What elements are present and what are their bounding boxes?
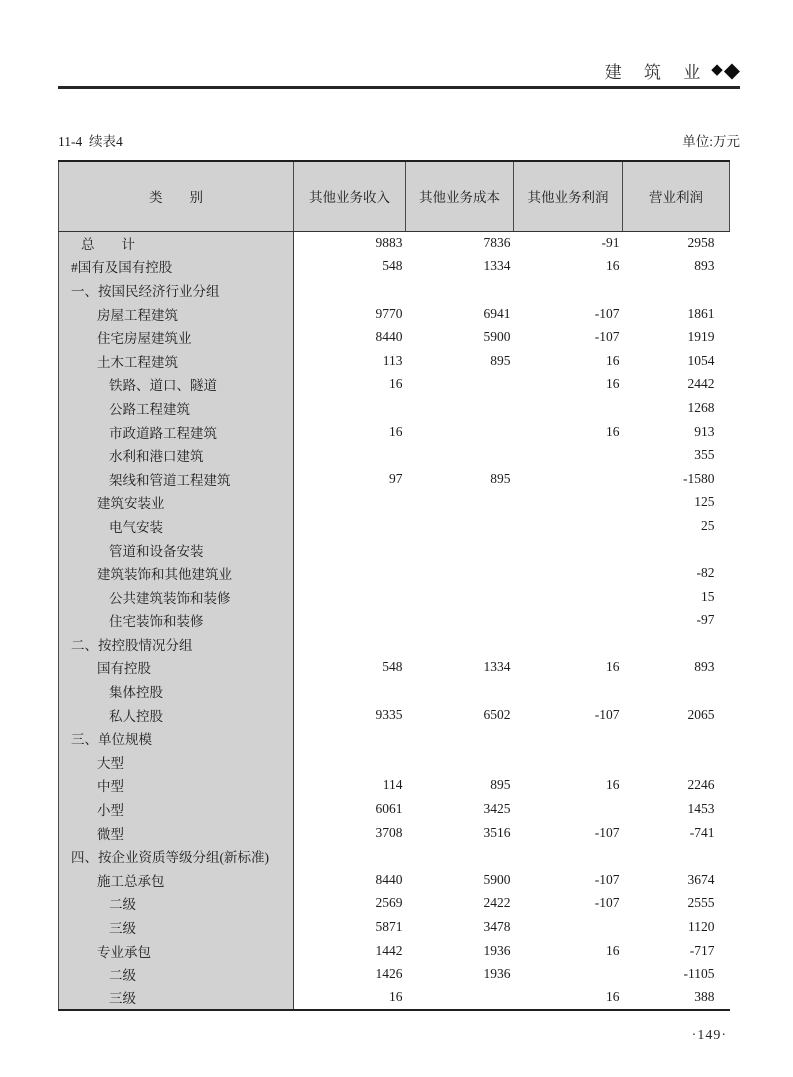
value-cell <box>406 585 514 609</box>
table-row <box>59 373 730 397</box>
table-row <box>59 491 730 515</box>
category-cell: 私人控股 <box>59 703 294 727</box>
value-cell: 1453 <box>687 801 715 817</box>
value-cell <box>406 491 514 515</box>
value-cell: 1936 <box>483 942 511 958</box>
category-cell: 公路工程建筑 <box>59 396 294 420</box>
value-cell <box>406 726 514 750</box>
value-cell: 895 <box>490 352 511 368</box>
category-cell: 微型 <box>59 821 294 845</box>
value-cell: 16 <box>606 659 620 675</box>
value-cell <box>294 561 406 585</box>
category-cell: 水利和港口建筑 <box>59 443 294 467</box>
value-cell: 6061 <box>375 801 403 817</box>
category-cell: 市政道路工程建筑 <box>59 420 294 444</box>
statistics-table <box>58 160 730 1011</box>
column-header-category: 类 别 <box>59 161 294 231</box>
value-cell: -741 <box>689 824 715 840</box>
table-row <box>59 915 730 939</box>
table-header <box>59 161 730 231</box>
value-cell <box>514 797 623 821</box>
value-cell <box>514 538 623 562</box>
table-row <box>59 561 730 585</box>
value-cell <box>406 561 514 585</box>
table-row <box>59 821 730 845</box>
value-cell: -107 <box>594 895 620 911</box>
value-cell: 3478 <box>483 919 511 935</box>
value-cell: -107 <box>594 329 620 345</box>
value-cell <box>294 679 406 703</box>
value-cell: 893 <box>694 258 715 274</box>
value-cell: 9335 <box>375 706 403 722</box>
category-cell: 三、单位规模 <box>59 726 294 750</box>
value-cell <box>406 373 514 397</box>
category-cell: 二级 <box>59 892 294 916</box>
value-cell: 125 <box>694 494 715 510</box>
value-cell: 2958 <box>687 235 715 251</box>
value-cell <box>514 467 623 491</box>
category-cell: 集体控股 <box>59 679 294 703</box>
value-cell: 2442 <box>687 376 715 392</box>
table-row <box>59 231 730 255</box>
category-cell: 一、按国民经济行业分组 <box>59 278 294 302</box>
category-cell: 公共建筑装饰和装修 <box>59 585 294 609</box>
value-cell <box>294 844 406 868</box>
value-cell <box>294 726 406 750</box>
value-cell <box>406 609 514 633</box>
value-cell <box>294 609 406 633</box>
value-cell <box>406 278 514 302</box>
category-cell: 三级 <box>59 915 294 939</box>
value-cell <box>514 915 623 939</box>
table-row <box>59 609 730 633</box>
value-cell: 548 <box>382 659 403 675</box>
category-cell: 土木工程建筑 <box>59 349 294 373</box>
column-header-operating-profit: 营业利润 <box>623 161 730 231</box>
value-cell <box>514 561 623 585</box>
table-row <box>59 797 730 821</box>
category-cell: 四、按企业资质等级分组(新标准) <box>59 844 294 868</box>
value-cell: 6502 <box>483 706 511 722</box>
value-cell: 16 <box>606 352 620 368</box>
value-cell <box>406 538 514 562</box>
category-cell: 中型 <box>59 774 294 798</box>
table-row <box>59 868 730 892</box>
category-cell: 施工总承包 <box>59 868 294 892</box>
category-cell: 大型 <box>59 750 294 774</box>
category-cell: 建筑安装业 <box>59 491 294 515</box>
value-cell <box>623 679 730 703</box>
table-row <box>59 986 730 1010</box>
header-rule <box>58 86 740 89</box>
table-row <box>59 302 730 326</box>
value-cell: -107 <box>594 824 620 840</box>
value-cell <box>294 585 406 609</box>
table-row <box>59 585 730 609</box>
value-cell: 2569 <box>375 895 403 911</box>
value-cell: 1936 <box>483 966 511 982</box>
table-row <box>59 467 730 491</box>
table-row <box>59 892 730 916</box>
table-body <box>59 231 730 1010</box>
table-caption-row <box>58 130 740 150</box>
value-cell: 3674 <box>687 871 715 887</box>
value-cell: 97 <box>389 470 403 486</box>
chapter-title: 建 筑 业 <box>604 63 710 82</box>
value-cell: 1861 <box>687 305 715 321</box>
table-row <box>59 514 730 538</box>
value-cell: 2422 <box>483 895 511 911</box>
table-row <box>59 703 730 727</box>
category-cell: 管道和设备安装 <box>59 538 294 562</box>
value-cell: 16 <box>606 376 620 392</box>
value-cell <box>406 632 514 656</box>
value-cell: 25 <box>701 517 715 533</box>
category-cell: 建筑装饰和其他建筑业 <box>59 561 294 585</box>
value-cell: 2246 <box>687 777 715 793</box>
value-cell: 2065 <box>687 706 715 722</box>
category-cell: 架线和管道工程建筑 <box>59 467 294 491</box>
document-page <box>58 0 740 1044</box>
diamond-icon-large: ◆ <box>723 58 740 82</box>
value-cell: 1442 <box>375 942 403 958</box>
value-cell <box>294 396 406 420</box>
value-cell <box>514 962 623 986</box>
category-cell: 专业承包 <box>59 939 294 963</box>
value-cell <box>514 632 623 656</box>
table-row <box>59 656 730 680</box>
value-cell: 895 <box>490 470 511 486</box>
category-cell: 二级 <box>59 962 294 986</box>
value-cell: 1120 <box>688 919 715 935</box>
value-cell <box>294 491 406 515</box>
value-cell: 1334 <box>483 258 511 274</box>
value-cell: 2555 <box>687 895 715 911</box>
value-cell <box>406 750 514 774</box>
value-cell: 1268 <box>687 399 715 415</box>
value-cell <box>514 750 623 774</box>
value-cell: 5900 <box>483 329 511 345</box>
value-cell: -82 <box>696 565 715 581</box>
value-cell <box>294 750 406 774</box>
category-cell: 电气安装 <box>59 514 294 538</box>
value-cell <box>623 632 730 656</box>
value-cell: 9883 <box>375 235 403 251</box>
value-cell: 893 <box>694 659 715 675</box>
value-cell: 3516 <box>483 824 511 840</box>
table-row <box>59 443 730 467</box>
category-cell: 小型 <box>59 797 294 821</box>
value-cell <box>623 538 730 562</box>
value-cell: 113 <box>382 352 403 368</box>
value-cell <box>514 726 623 750</box>
value-cell <box>294 443 406 467</box>
table-row <box>59 255 730 279</box>
value-cell <box>294 278 406 302</box>
value-cell: 8440 <box>375 871 403 887</box>
value-cell: 388 <box>694 989 715 1005</box>
value-cell: 16 <box>389 423 403 439</box>
table-row <box>59 349 730 373</box>
value-cell: 1919 <box>687 329 715 345</box>
value-cell: 9770 <box>375 305 403 321</box>
table-row <box>59 679 730 703</box>
value-cell <box>406 420 514 444</box>
value-cell: -1105 <box>683 966 715 982</box>
column-header-other-cost: 其他业务成本 <box>406 161 514 231</box>
value-cell: 7836 <box>483 235 511 251</box>
value-cell: -91 <box>601 235 620 251</box>
value-cell: 15 <box>701 588 715 604</box>
value-cell: 16 <box>606 777 620 793</box>
category-cell: 住宅装饰和装修 <box>59 609 294 633</box>
value-cell: 16 <box>389 989 403 1005</box>
value-cell <box>623 278 730 302</box>
page-header <box>58 0 740 83</box>
value-cell <box>406 986 514 1010</box>
category-cell: 房屋工程建筑 <box>59 302 294 326</box>
table-row <box>59 278 730 302</box>
table-header-row <box>59 161 730 231</box>
value-cell: 895 <box>490 777 511 793</box>
value-cell <box>294 514 406 538</box>
table-row <box>59 538 730 562</box>
value-cell <box>514 585 623 609</box>
value-cell: 5900 <box>483 871 511 887</box>
value-cell: 1334 <box>483 659 511 675</box>
value-cell: 16 <box>606 942 620 958</box>
value-cell: 3425 <box>483 801 511 817</box>
value-cell <box>623 726 730 750</box>
value-cell: 16 <box>606 989 620 1005</box>
value-cell: 3708 <box>375 824 403 840</box>
value-cell: 6941 <box>483 305 511 321</box>
value-cell: 8440 <box>375 329 403 345</box>
value-cell: 16 <box>389 376 403 392</box>
value-cell <box>514 491 623 515</box>
category-cell: 二、按控股情况分组 <box>59 632 294 656</box>
value-cell: 16 <box>606 423 620 439</box>
value-cell: -107 <box>594 305 620 321</box>
value-cell: 355 <box>694 447 715 463</box>
table-row <box>59 750 730 774</box>
value-cell <box>514 844 623 868</box>
value-cell <box>514 514 623 538</box>
column-header-other-profit: 其他业务利润 <box>514 161 623 231</box>
value-cell: -107 <box>594 706 620 722</box>
value-cell <box>514 278 623 302</box>
value-cell <box>406 679 514 703</box>
value-cell <box>294 538 406 562</box>
value-cell <box>623 750 730 774</box>
unit-caption: 单位:万元 <box>682 134 740 149</box>
table-row <box>59 962 730 986</box>
category-cell: 三级 <box>59 986 294 1010</box>
value-cell <box>406 396 514 420</box>
value-cell: 1426 <box>375 966 403 982</box>
category-cell: #国有及国有控股 <box>59 255 294 279</box>
value-cell <box>406 844 514 868</box>
value-cell: 16 <box>606 258 620 274</box>
value-cell: -1580 <box>683 470 715 486</box>
value-cell <box>623 844 730 868</box>
table-number-caption: 11-4 续表4 <box>58 134 123 149</box>
table-row <box>59 420 730 444</box>
value-cell: 5871 <box>375 919 403 935</box>
value-cell: 1054 <box>687 352 715 368</box>
value-cell <box>406 443 514 467</box>
value-cell: 548 <box>382 258 403 274</box>
value-cell: -107 <box>594 871 620 887</box>
value-cell: 114 <box>382 777 403 793</box>
value-cell: 913 <box>694 423 715 439</box>
value-cell <box>514 609 623 633</box>
column-header-other-income: 其他业务收入 <box>294 161 406 231</box>
category-cell: 总 计 <box>59 231 294 255</box>
page-number: ·149· <box>691 1027 727 1043</box>
value-cell <box>514 443 623 467</box>
value-cell <box>514 396 623 420</box>
table-row <box>59 325 730 349</box>
diamond-icon-small: ◆ <box>711 62 723 78</box>
table-row <box>59 774 730 798</box>
table-row <box>59 726 730 750</box>
category-cell: 住宅房屋建筑业 <box>59 325 294 349</box>
category-cell: 铁路、道口、隧道 <box>59 373 294 397</box>
category-cell: 国有控股 <box>59 656 294 680</box>
value-cell <box>514 679 623 703</box>
value-cell <box>294 632 406 656</box>
table-row <box>59 939 730 963</box>
table-row <box>59 396 730 420</box>
table-row <box>59 844 730 868</box>
value-cell: -97 <box>696 612 715 628</box>
value-cell <box>406 514 514 538</box>
table-row <box>59 632 730 656</box>
value-cell: -717 <box>689 942 715 958</box>
